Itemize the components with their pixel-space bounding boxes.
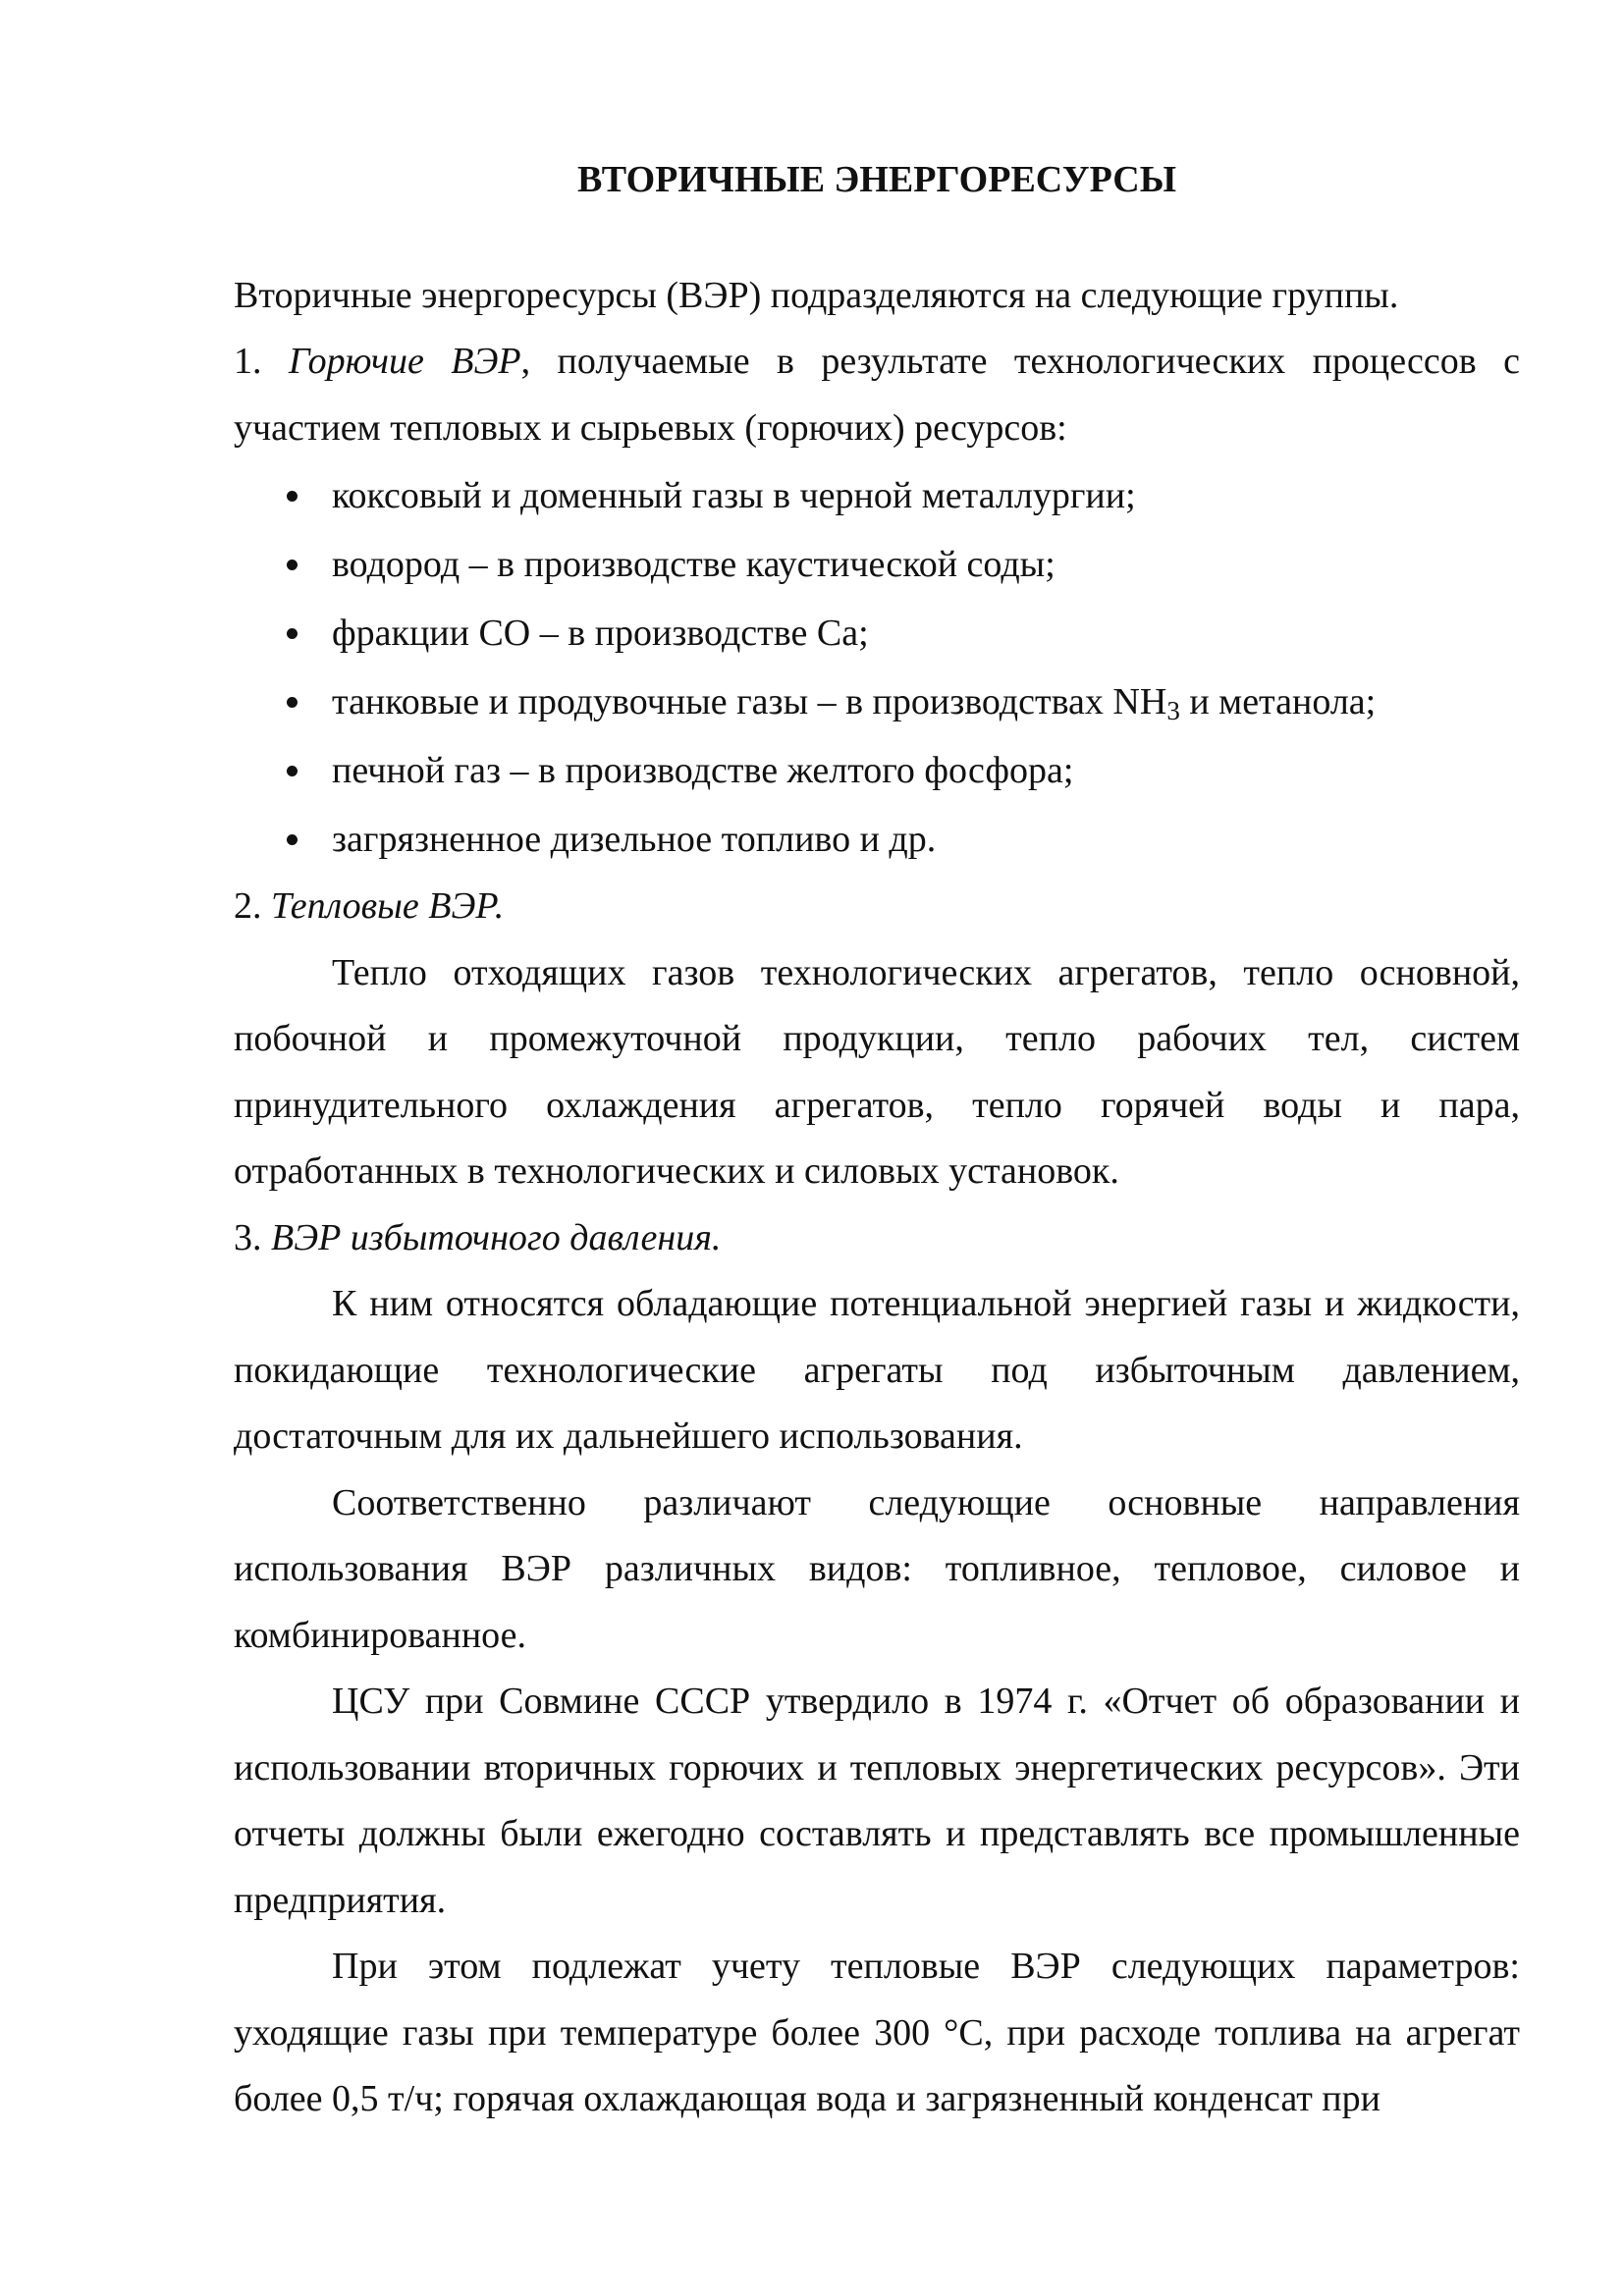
body-paragraph: ЦСУ при Совмине СССР утвердило в 1974 г. «Отчет об образовании и использовании вторичных горючих и тепловых энергетических ресурсов». Эти отчеты должны были ежегодно составлять и представлять все промышленные предприятия.	[234, 1681, 1520, 1921]
group-2-number: 2.	[234, 885, 262, 927]
combustible-resources-list	[234, 461, 1520, 874]
bullet-icon	[287, 628, 298, 639]
list-item: загрязненное дизельное топливо и др.	[234, 805, 1520, 874]
group-1-name: Горючие ВЭР	[288, 341, 521, 382]
list-item: печной газ – в производстве желтого фосфора;	[234, 736, 1520, 805]
group-2-paragraph: Тепло отходящих газов технологических агрегатов, тепло основной, побочной и промежуточной продукции, тепло рабочих тел, систем принудительного охлаждения агрегатов, тепло горячей воды и пара, отработанных в технологических и силовых установок.	[234, 951, 1520, 1192]
group-3-heading	[234, 1205, 1520, 1272]
bullet-icon	[287, 491, 298, 502]
document-page	[234, 147, 1520, 2133]
group-3-name: ВЭР избыточного давления.	[271, 1216, 722, 1258]
group-2-name: Тепловые ВЭР.	[271, 885, 505, 927]
body-paragraph: При этом подлежат учету тепловые ВЭР следующих параметров: уходящие газы при температуре более 300 °С, при расходе топлива на агрегат более 0,5 т/ч; горячая охлаждающая вода и загрязненный конденсат при	[234, 1946, 1520, 2119]
list-item: танковые и продувочные газы – в производствах $NH_3$ и метанола;	[234, 667, 1520, 736]
subscript: 3	[1166, 696, 1180, 725]
list-item: фракции CO – в производстве Ca;	[234, 599, 1520, 667]
intro-paragraph: Вторичные энергоресурсы (ВЭР) подразделяются на следующие группы.	[234, 274, 1399, 316]
bullet-icon	[287, 560, 298, 570]
bullet-icon	[287, 766, 298, 776]
group-3-paragraph: К ним относятся обладающие потенциальной энергией газы и жидкости, покидающие технологические агрегаты под избыточным давлением, достаточным для их дальнейшего использования.	[234, 1283, 1520, 1457]
group-2-heading	[234, 874, 1520, 940]
group-1-number: 1.	[234, 341, 262, 382]
group-1-text: , получаемые в результате технологических процессов с участием тепловых и сырьевых (горючих) ресурсов:	[234, 341, 1521, 449]
body-paragraph: Соответственно различают следующие основные направления использования ВЭР различных видов: топливное, тепловое, силовое и комбинированное.	[234, 1481, 1520, 1656]
list-item: водород – в производстве каустической соды;	[234, 530, 1520, 599]
bullet-icon	[287, 697, 298, 708]
list-item: коксовый и доменный газы в черной металлургии;	[234, 461, 1520, 530]
document-title: ВТОРИЧНЫЕ ЭНЕРГОРЕСУРСЫ	[576, 159, 1177, 200]
group-3-number: 3.	[234, 1216, 262, 1258]
group-1-paragraph	[234, 329, 1520, 461]
bullet-icon	[287, 834, 298, 845]
